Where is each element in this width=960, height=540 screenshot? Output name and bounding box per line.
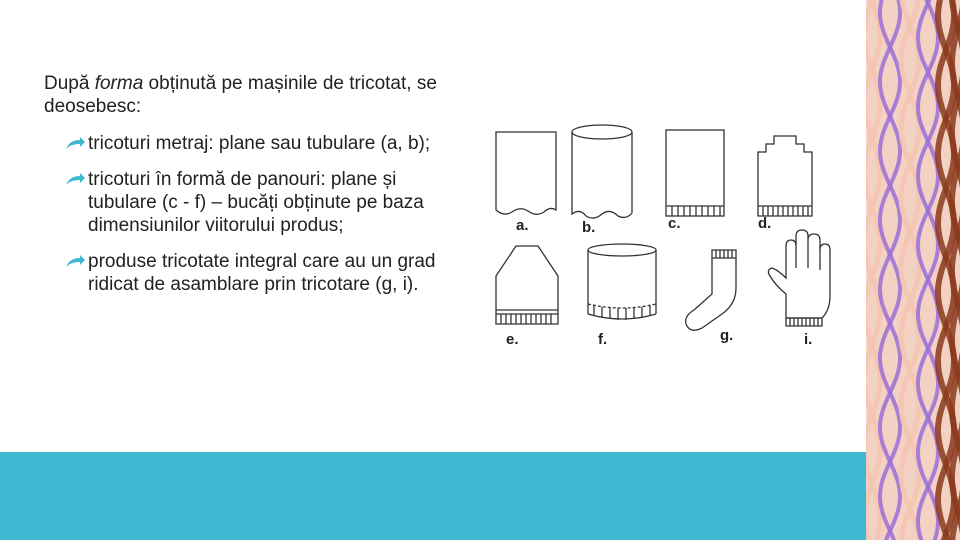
tubular-panel-drawing xyxy=(588,244,656,320)
intro-prefix: După xyxy=(44,73,95,94)
bullet-text-1: tricoturi metraj: plane sau tubulare (a, b); xyxy=(88,133,431,154)
text-block xyxy=(44,72,464,309)
flat-panel-drawing xyxy=(666,130,724,216)
glove-drawing xyxy=(768,230,830,326)
figure-label-d: d. xyxy=(758,215,772,232)
figure-label-b: b. xyxy=(582,219,596,236)
sleeve-panel-drawing xyxy=(496,246,558,324)
flat-fabric-drawing xyxy=(496,132,556,214)
figure-label-f: f. xyxy=(598,331,608,348)
figure-label-e: e. xyxy=(506,331,519,348)
sock-drawing xyxy=(686,250,736,330)
figure-label-i: i. xyxy=(804,331,813,348)
bullet-item-1 xyxy=(44,132,464,155)
knitted-yarn-decoration xyxy=(866,0,960,540)
intro-emphasis: forma xyxy=(94,73,144,94)
yarn-pattern-icon xyxy=(866,0,960,540)
arrow-bullet-icon xyxy=(64,172,86,187)
intro-suffix: obținută pe mașinile de tricotat, se deosebesc: xyxy=(44,73,437,117)
figure-label-c: c. xyxy=(668,215,681,232)
figure-label-g: g. xyxy=(720,327,734,344)
figure-label-a: a. xyxy=(516,217,529,234)
bullet-item-3 xyxy=(44,250,464,296)
arrow-bullet-icon xyxy=(64,254,86,269)
tubular-fabric-drawing xyxy=(572,125,632,218)
bullet-text-3: produse tricotate integral care au un grad ridicat de asamblare prin tricotare (g, i). xyxy=(88,251,436,295)
arrow-bullet-icon xyxy=(64,136,86,151)
bullet-item-2 xyxy=(44,168,464,237)
intro-paragraph xyxy=(44,72,464,118)
bottom-color-band xyxy=(0,452,866,540)
knitwear-figure xyxy=(486,118,846,358)
bullet-text-2: tricoturi în formă de panouri: plane și tubulare (c - f) – bucăți obținute pe baza dimensiunilor viitorului produs; xyxy=(88,169,424,236)
shaped-panel-drawing xyxy=(758,136,812,216)
